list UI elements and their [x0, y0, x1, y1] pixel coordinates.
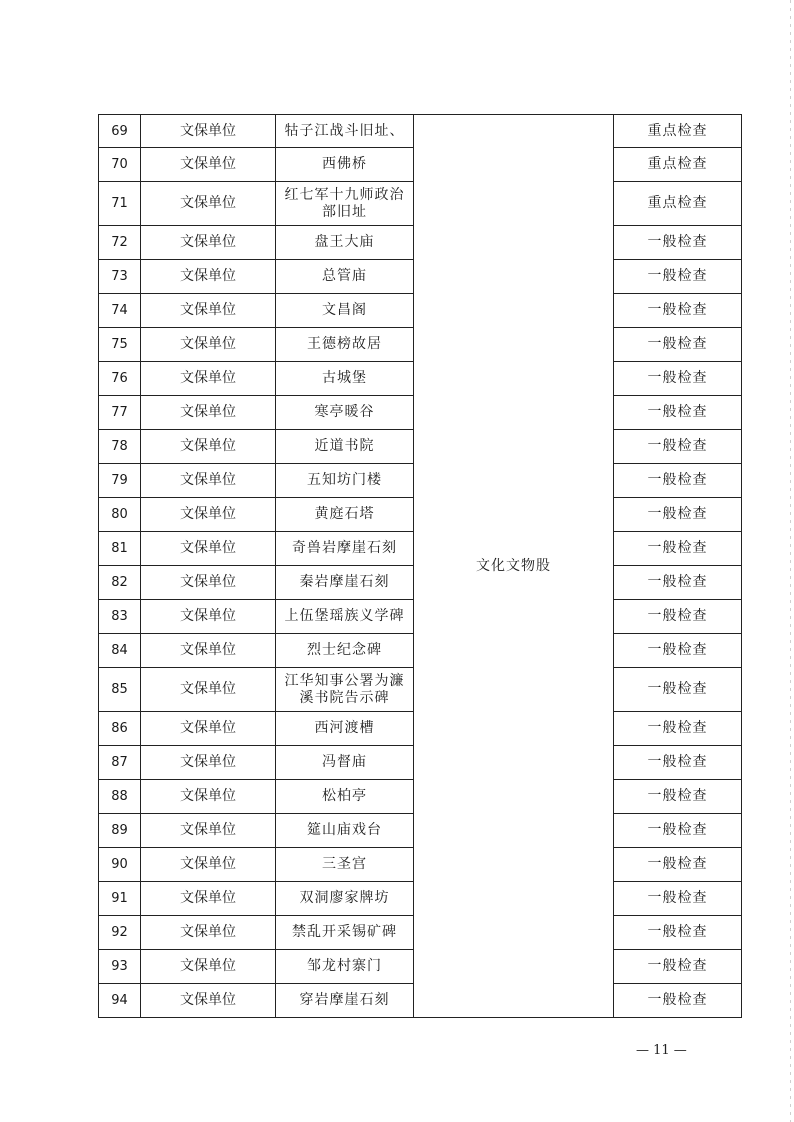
row-site-name: 古城堡	[276, 362, 414, 396]
row-number: 78	[99, 430, 141, 464]
row-site-name: 黄庭石塔	[276, 498, 414, 532]
row-check-type: 一般检查	[614, 294, 742, 328]
row-category: 文保单位	[141, 634, 276, 668]
row-check-type: 一般检查	[614, 430, 742, 464]
row-site-name: 牯子江战斗旧址、	[276, 115, 414, 148]
row-check-type: 一般检查	[614, 814, 742, 848]
row-number: 77	[99, 396, 141, 430]
row-category: 文保单位	[141, 848, 276, 882]
row-check-type: 一般检查	[614, 328, 742, 362]
row-site-name: 上伍堡瑶族义学碑	[276, 600, 414, 634]
row-number: 81	[99, 532, 141, 566]
row-check-type: 一般检查	[614, 916, 742, 950]
row-site-name: 烈士纪念碑	[276, 634, 414, 668]
row-category: 文保单位	[141, 814, 276, 848]
row-site-name: 文昌阁	[276, 294, 414, 328]
row-check-type: 一般检查	[614, 950, 742, 984]
row-site-name: 红七军十九师政治部旧址	[276, 182, 414, 226]
row-site-name: 西河渡槽	[276, 712, 414, 746]
heritage-inspection-table	[98, 114, 742, 1018]
row-check-type: 一般检查	[614, 362, 742, 396]
row-site-name: 双洞廖家牌坊	[276, 882, 414, 916]
row-check-type: 一般检查	[614, 668, 742, 712]
row-site-name: 近道书院	[276, 430, 414, 464]
row-category: 文保单位	[141, 566, 276, 600]
row-site-name: 奇兽岩摩崖石刻	[276, 532, 414, 566]
row-category: 文保单位	[141, 746, 276, 780]
row-number: 75	[99, 328, 141, 362]
row-category: 文保单位	[141, 226, 276, 260]
table-row	[99, 115, 742, 148]
scan-edge-marks	[790, 0, 791, 1122]
row-number: 82	[99, 566, 141, 600]
row-category: 文保单位	[141, 115, 276, 148]
row-number: 74	[99, 294, 141, 328]
row-number: 71	[99, 182, 141, 226]
row-number: 83	[99, 600, 141, 634]
row-category: 文保单位	[141, 712, 276, 746]
row-site-name: 五知坊门楼	[276, 464, 414, 498]
row-site-name: 邹龙村寨门	[276, 950, 414, 984]
row-site-name: 筵山庙戏台	[276, 814, 414, 848]
row-check-type: 一般检查	[614, 634, 742, 668]
row-site-name: 总管庙	[276, 260, 414, 294]
row-number: 90	[99, 848, 141, 882]
row-number: 80	[99, 498, 141, 532]
row-site-name: 三圣宫	[276, 848, 414, 882]
row-number: 94	[99, 984, 141, 1018]
table-body	[99, 115, 742, 1018]
row-number: 85	[99, 668, 141, 712]
row-number: 86	[99, 712, 141, 746]
row-check-type: 一般检查	[614, 984, 742, 1018]
row-category: 文保单位	[141, 600, 276, 634]
row-check-type: 一般检查	[614, 498, 742, 532]
row-site-name: 寒亭暖谷	[276, 396, 414, 430]
row-category: 文保单位	[141, 362, 276, 396]
row-check-type: 重点检查	[614, 148, 742, 182]
row-number: 79	[99, 464, 141, 498]
row-category: 文保单位	[141, 396, 276, 430]
row-site-name: 江华知事公署为濂溪书院告示碑	[276, 668, 414, 712]
row-number: 76	[99, 362, 141, 396]
row-category: 文保单位	[141, 182, 276, 226]
row-number: 91	[99, 882, 141, 916]
row-site-name: 西佛桥	[276, 148, 414, 182]
row-category: 文保单位	[141, 294, 276, 328]
row-check-type: 一般检查	[614, 566, 742, 600]
row-category: 文保单位	[141, 916, 276, 950]
row-check-type: 一般检查	[614, 226, 742, 260]
row-number: 89	[99, 814, 141, 848]
row-category: 文保单位	[141, 532, 276, 566]
row-number: 70	[99, 148, 141, 182]
row-site-name: 盘王大庙	[276, 226, 414, 260]
row-check-type: 一般检查	[614, 780, 742, 814]
row-number: 92	[99, 916, 141, 950]
page-number: — 11 —	[636, 1043, 687, 1058]
row-category: 文保单位	[141, 950, 276, 984]
row-category: 文保单位	[141, 430, 276, 464]
responsible-department: 文化文物股	[414, 115, 614, 1018]
row-number: 84	[99, 634, 141, 668]
row-check-type: 一般检查	[614, 746, 742, 780]
row-check-type: 一般检查	[614, 532, 742, 566]
row-site-name: 秦岩摩崖石刻	[276, 566, 414, 600]
row-check-type: 重点检查	[614, 115, 742, 148]
row-category: 文保单位	[141, 780, 276, 814]
row-check-type: 重点检查	[614, 182, 742, 226]
row-number: 87	[99, 746, 141, 780]
row-number: 72	[99, 226, 141, 260]
row-check-type: 一般检查	[614, 848, 742, 882]
row-number: 69	[99, 115, 141, 148]
row-number: 73	[99, 260, 141, 294]
row-number: 88	[99, 780, 141, 814]
row-category: 文保单位	[141, 498, 276, 532]
row-number: 93	[99, 950, 141, 984]
row-category: 文保单位	[141, 984, 276, 1018]
row-site-name: 王德榜故居	[276, 328, 414, 362]
row-category: 文保单位	[141, 668, 276, 712]
row-category: 文保单位	[141, 328, 276, 362]
row-check-type: 一般检查	[614, 600, 742, 634]
row-category: 文保单位	[141, 464, 276, 498]
row-site-name: 松柏亭	[276, 780, 414, 814]
row-check-type: 一般检查	[614, 396, 742, 430]
row-category: 文保单位	[141, 148, 276, 182]
row-site-name: 禁乱开采锡矿碑	[276, 916, 414, 950]
row-site-name: 穿岩摩崖石刻	[276, 984, 414, 1018]
row-category: 文保单位	[141, 882, 276, 916]
row-category: 文保单位	[141, 260, 276, 294]
row-site-name: 冯督庙	[276, 746, 414, 780]
row-check-type: 一般检查	[614, 260, 742, 294]
row-check-type: 一般检查	[614, 712, 742, 746]
row-check-type: 一般检查	[614, 882, 742, 916]
row-check-type: 一般检查	[614, 464, 742, 498]
